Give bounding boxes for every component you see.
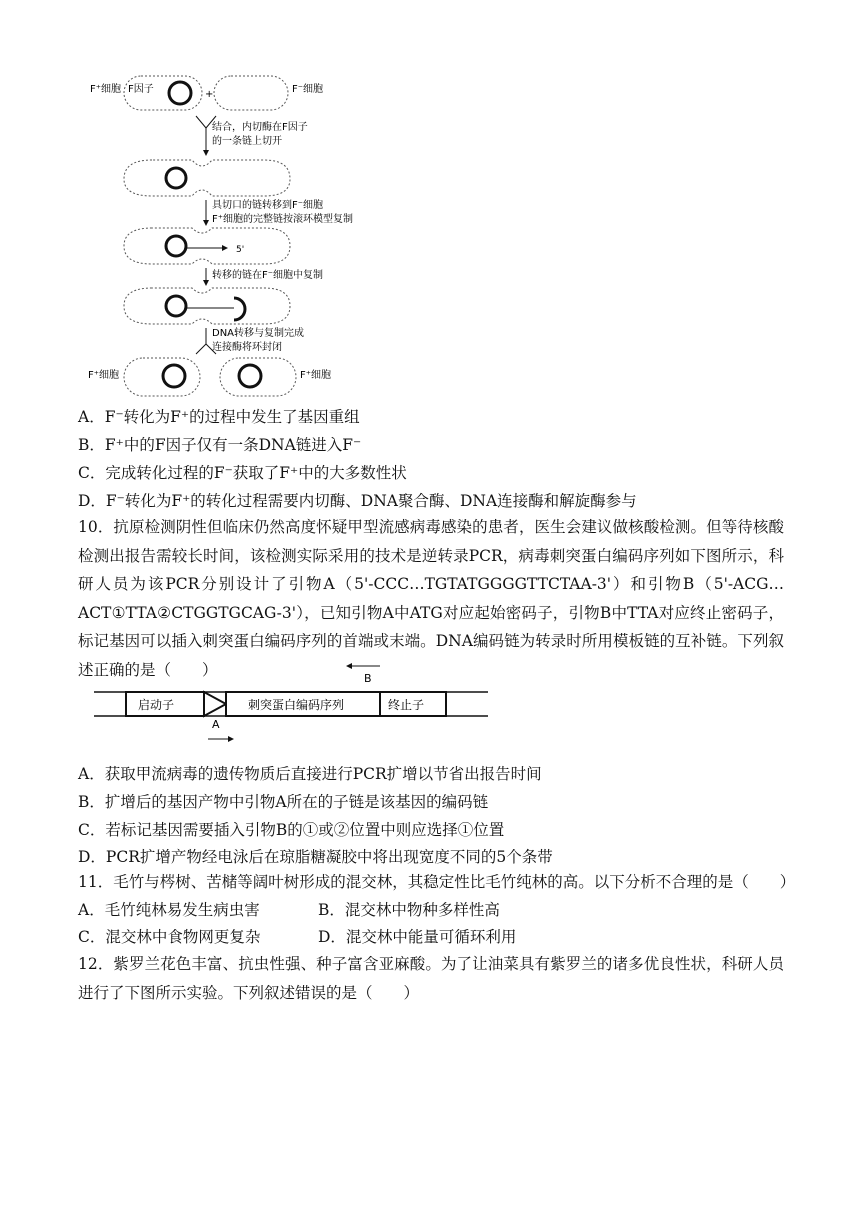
step4-line2: 连接酶将环封闭: [212, 342, 282, 353]
label-bottom-left: F⁺细胞: [88, 370, 120, 381]
step2-line2: F⁺细胞的完整链按滚环模型复制: [212, 214, 354, 225]
f-factor-transfer-diagram: [84, 72, 384, 402]
step2-line1: 具切口的链转移到F⁻细胞: [212, 200, 324, 211]
label-fminus-cell: F⁻细胞: [292, 84, 324, 95]
label-5prime: 5': [236, 245, 245, 255]
q11-option-a: A．毛竹纯林易发生病虫害: [78, 901, 260, 919]
q11-option-d: D．混交林中能量可循环利用: [318, 928, 517, 946]
q9-option-a: A．F⁻转化为F⁺的过程中发生了基因重组: [78, 408, 360, 426]
q11-stem: 11．毛竹与梣树、苦槠等阔叶树形成的混交林，其稳定性比毛竹纯林的高。以下分析不合理的是（ ）: [78, 873, 796, 891]
q10-option-a: A．获取甲流病毒的遗传物质后直接进行PCR扩增以节省出报告时间: [78, 765, 542, 783]
q10-option-d: D．PCR扩增产物经电泳后在琼脂糖凝胶中将出现宽度不同的5个条带: [78, 848, 553, 866]
label-f-factor: F因子: [128, 84, 154, 95]
step1-line1: 结合，内切酶在F因子: [212, 122, 308, 133]
q9-option-d: D．F⁻转化为F⁺的转化过程需要内切酶、DNA聚合酶、DNA连接酶和解旋酶参与: [78, 492, 637, 510]
step3: 转移的链在F⁻细胞中复制: [212, 270, 324, 281]
gene-structure-diagram: [90, 660, 490, 750]
q10-option-c: C．若标记基因需要插入引物B的①或②位置中则应选择①位置: [78, 821, 505, 839]
q9-option-c: C．完成转化过程的F⁻获取了F⁺中的大多数性状: [78, 464, 407, 482]
q12-stem: 12．紫罗兰花色丰富、抗虫性强、种子富含亚麻酸。为了让油菜具有紫罗兰的诸多优良性状，科研人员进行了下图所示实验。下列叙述错误的是（ ）: [78, 955, 784, 1002]
label-coding-seq: 刺突蛋白编码序列: [248, 698, 345, 712]
label-bottom-right: F⁺细胞: [300, 370, 332, 381]
q11-option-b: B．混交林中物种多样性高: [318, 901, 500, 919]
q10-stem: 10．抗原检测阴性但临床仍然高度怀疑甲型流感病毒感染的患者，医生会建议做核酸检测。但等待核酸检测出报告需较长时间，该检测实际采用的技术是逆转录PCR，病毒刺突蛋白编码序列如下图所示，科研人员为该PCR分别设计了引物A（5'-CCC…TGTATGGGGTTCTAA-3'）和引物B（5'-ACG…ACT①TTA②CTGGTGCAG-3'），已知引物A中ATG对应起始密码子，引物B中TTA对应终止密码子，标记基因可以插入刺突蛋白编码序列的首端或末端。DNA编码链为转录时所用模板链的互补链。下列叙述正确的是（ ）: [78, 518, 784, 679]
label-promoter: 启动子: [138, 698, 175, 712]
label-primer-a: A: [212, 718, 220, 731]
q9-option-b: B．F⁺中的F因子仅有一条DNA链进入F⁻: [78, 436, 362, 454]
svg-text:+: +: [205, 89, 214, 100]
step4-line1: DNA转移与复制完成: [212, 328, 305, 339]
label-primer-b: B: [364, 672, 372, 685]
label-terminator: 终止子: [388, 698, 425, 712]
label-fplus-cell: F⁺细胞: [90, 84, 122, 95]
q11-option-c: C．混交林中食物网更复杂: [78, 928, 261, 946]
step1-line2: 的一条链上切开: [212, 136, 282, 147]
q10-option-b: B．扩增后的基因产物中引物A所在的子链是该基因的编码链: [78, 793, 489, 811]
